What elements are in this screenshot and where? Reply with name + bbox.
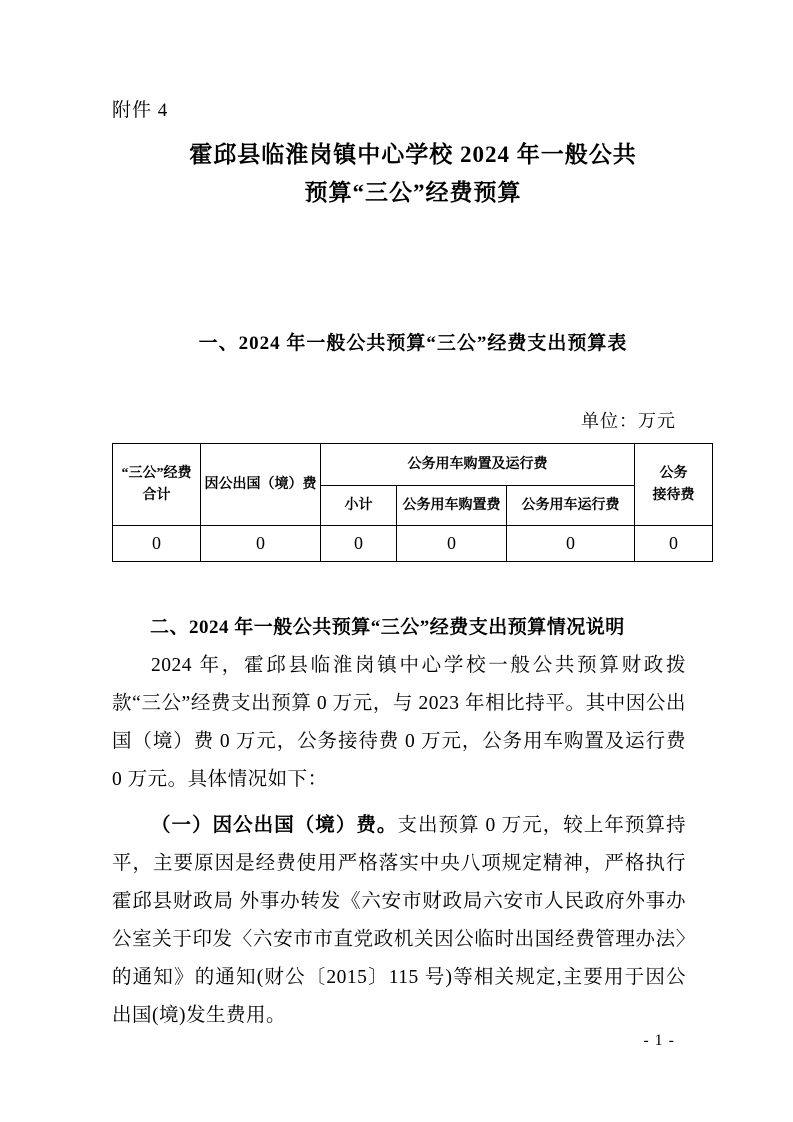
header-vehicle-operation: 公务用车运行费 (507, 486, 635, 526)
value-sangong-total: 0 (113, 526, 201, 562)
document-title (112, 136, 714, 212)
header-vehicle-group: 公务用车购置及运行费 (321, 444, 635, 486)
value-abroad-fee: 0 (201, 526, 321, 562)
header-sangong-total-line1: “三公”经费 (121, 465, 192, 481)
paragraph-overview-text: 2024 年，霍邱县临淮岗镇中心学校一般公共预算财政拨款“三公”经费支出预算 0 万元，与 2023 年相比持平。其中因公出国（境）费 0 万元，公务接待费 0 万元，公务用车购置及运行费 0 万元。具体情况如下： (112, 655, 686, 790)
budget-table (112, 443, 713, 562)
paragraph-abroad-detail (112, 807, 686, 1035)
header-reception-fee-line2: 接待费 (652, 487, 695, 503)
attachment-label: 附件 4 (112, 100, 169, 121)
paragraph-abroad-text: 支出预算 0 万元，较上年预算持平，主要原因是经费使用严格落实中央八项规定精神，严格执行霍邱县财政局 外事办转发《六安市财政局六安市人民政府外事办公室关于印发〈六安市市直党政机关因公临时出国经费管理办法〉的通知》的通知(财公〔2015〕115 号)等相关规定,主要用于因公出国(境)发生费用。 (112, 815, 686, 1026)
paragraph-overview (112, 647, 686, 799)
document-title-line-1: 霍邱县临淮岗镇中心学校 2024 年一般公共 (189, 142, 637, 167)
document-title-line-2: 预算“三公”经费预算 (304, 180, 522, 205)
table-data-row (113, 526, 713, 562)
header-sangong-total (113, 444, 201, 526)
header-sangong-total-line2: 合计 (142, 487, 171, 503)
value-vehicle-purchase: 0 (397, 526, 507, 562)
section-2-heading: 二、2024 年一般公共预算“三公”经费支出预算情况说明 (150, 617, 625, 638)
header-reception-fee (635, 444, 713, 526)
value-reception-fee: 0 (635, 526, 713, 562)
value-vehicle-subtotal: 0 (321, 526, 397, 562)
table-header-row-1 (113, 444, 713, 486)
paragraph-abroad-lead: （一）因公出国（境）费。 (151, 815, 398, 836)
document-content (112, 95, 714, 1035)
value-vehicle-operation: 0 (507, 526, 635, 562)
header-vehicle-subtotal: 小计 (321, 486, 397, 526)
header-vehicle-purchase: 公务用车购置费 (397, 486, 507, 526)
section-1-heading: 一、2024 年一般公共预算“三公”经费支出预算表 (198, 333, 628, 354)
header-reception-fee-line1: 公务 (659, 465, 688, 481)
header-abroad-fee: 因公出国（境）费 (201, 444, 321, 526)
page-number: - 1 - (643, 1032, 675, 1049)
unit-label: 单位：万元 (581, 411, 676, 431)
